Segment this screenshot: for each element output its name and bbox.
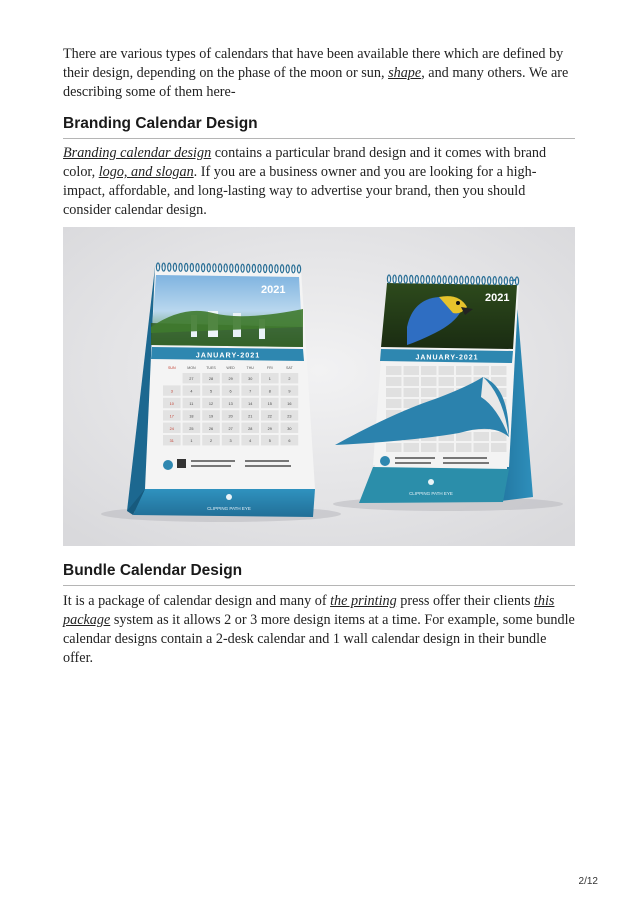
left-date-label: 6 [229, 389, 232, 394]
left-date-label: 23 [287, 414, 292, 419]
right-date-cell [386, 377, 402, 386]
shape-link[interactable]: shape [388, 65, 422, 81]
right-date-cell [491, 366, 507, 375]
branding-calendar-link[interactable]: Branding calendar design [63, 145, 212, 161]
page-number: 2/12 [578, 876, 598, 887]
left-date-label: 31 [169, 439, 174, 444]
left-day-header: WED [226, 366, 235, 370]
left-desk-calendar [127, 263, 315, 517]
this-package-link[interactable]: this package [63, 593, 555, 628]
right-date-cell [439, 443, 455, 452]
right-date-cell [474, 443, 490, 452]
right-date-cell [386, 399, 402, 408]
right-date-cell [439, 366, 455, 375]
branding-text-1: contains a particular brand design and it comes with brand color, [63, 145, 547, 180]
branding-text-2: . If you are a business owner and you are looking for a high-impact, affordable, and long-lasting way to advertise your brand, then you should consider calendar design. [63, 164, 537, 218]
left-date-label: 5 [209, 389, 213, 394]
left-date-label: 8 [268, 389, 271, 394]
right-base-logo-icon [428, 479, 434, 485]
right-date-cell [421, 388, 437, 397]
right-date-cell [386, 388, 402, 397]
left-date-label: 12 [208, 402, 214, 406]
left-date-label: 3 [229, 439, 232, 444]
right-date-cell [439, 377, 455, 386]
left-year-label: 2021 [261, 284, 286, 296]
left-day-header: FRI [266, 366, 273, 370]
left-date-label: 28 [208, 377, 214, 382]
left-date-label: 26 [208, 426, 214, 431]
intro-paragraph [63, 45, 575, 102]
right-year-label: 2021 [485, 292, 510, 304]
right-date-cell [491, 443, 507, 452]
left-base-logo-icon [226, 494, 232, 500]
left-date-label: 18 [189, 414, 194, 419]
left-date-label: 2 [209, 439, 213, 444]
left-day-header: MON [187, 366, 196, 370]
left-date-label: 10 [169, 402, 174, 406]
left-date-label: 30 [287, 426, 292, 431]
left-day-header: SUN [168, 366, 176, 370]
left-date-label: 22 [267, 414, 272, 419]
right-date-cell [474, 366, 490, 375]
branding-heading: Branding Calendar Design [63, 115, 575, 139]
left-date-label: 3 [170, 389, 173, 394]
right-month-banner: JANUARY-2021 [415, 354, 479, 362]
left-date-label: 1 [268, 377, 271, 382]
right-date-cell [421, 366, 437, 375]
the-printing-link[interactable]: the printing [330, 593, 397, 609]
bundle-text-3: system as it allows 2 or 3 more design items at a time. For example, some bundle calendar designs contain a 2-desk calendar and 1 wall calendar design in their bundle offer. [63, 612, 575, 666]
left-date-label: 21 [248, 414, 253, 419]
left-date-label: 9 [288, 389, 291, 394]
right-date-cell [386, 366, 402, 375]
right-date-cell [456, 432, 472, 441]
left-date-label: 29 [267, 426, 272, 431]
intro-text-after: , and many others. We are describing some of them here- [63, 65, 569, 100]
left-date-label: 27 [189, 377, 194, 382]
right-date-cell [456, 366, 472, 375]
left-date-label: 14 [248, 402, 253, 406]
right-brand-logo-icon [380, 456, 390, 466]
left-date-label: 1 [190, 439, 193, 444]
right-date-cell [386, 443, 402, 452]
left-date-label: 19 [208, 414, 214, 419]
left-date-label: 7 [249, 389, 252, 394]
left-date-label: 30 [248, 377, 253, 382]
right-date-cell [421, 377, 437, 386]
left-day-header: TUES [206, 366, 216, 370]
left-date-label: 13 [228, 402, 233, 406]
calendar-mockup-image [63, 227, 575, 546]
left-date-label: 24 [169, 426, 174, 431]
left-date-label: 4 [190, 389, 193, 394]
left-date-label: 16 [287, 402, 292, 406]
right-date-cell [404, 443, 420, 452]
left-day-header: SAT [286, 366, 293, 370]
left-date-label: 29 [228, 377, 233, 382]
right-date-cell [404, 388, 420, 397]
bundle-text-2: press offer their clients [396, 593, 534, 609]
left-date-label: 11 [189, 402, 194, 406]
left-date-label: 15 [267, 402, 272, 406]
left-date-label: 4 [249, 439, 252, 444]
right-date-cell [404, 377, 420, 386]
left-base-brand: CLIPPING PATH EYE [207, 506, 251, 511]
right-date-cell [421, 443, 437, 452]
right-date-cell [474, 432, 490, 441]
left-date-label: 20 [228, 414, 233, 419]
left-date-label: 2 [288, 377, 291, 382]
left-date-label: 6 [288, 439, 291, 444]
left-date-label: 27 [228, 426, 233, 431]
left-date-label: 28 [248, 426, 253, 431]
left-date-label: 5 [268, 439, 271, 444]
bundle-paragraph [63, 592, 575, 668]
left-date-label: 17 [169, 414, 174, 419]
bundle-text-1: It is a package of calendar design and many of [63, 593, 331, 609]
right-date-cell [456, 443, 472, 452]
left-day-header: THU [246, 366, 254, 370]
right-date-cell [404, 366, 420, 375]
left-month-banner: JANUARY-2021 [195, 350, 261, 360]
logo-slogan-link[interactable]: logo, and slogan [98, 164, 194, 180]
intro-text: There are various types of calendars that have been available there which are defined by their design, depending on the phase of the moon or sun, [63, 46, 564, 81]
right-base-brand: CLIPPING PATH EYE [409, 491, 453, 496]
left-brand-logo-icon [163, 460, 173, 470]
bundle-heading: Bundle Calendar Design [63, 562, 575, 586]
left-date-label: 25 [189, 426, 194, 431]
branding-paragraph [63, 144, 575, 220]
